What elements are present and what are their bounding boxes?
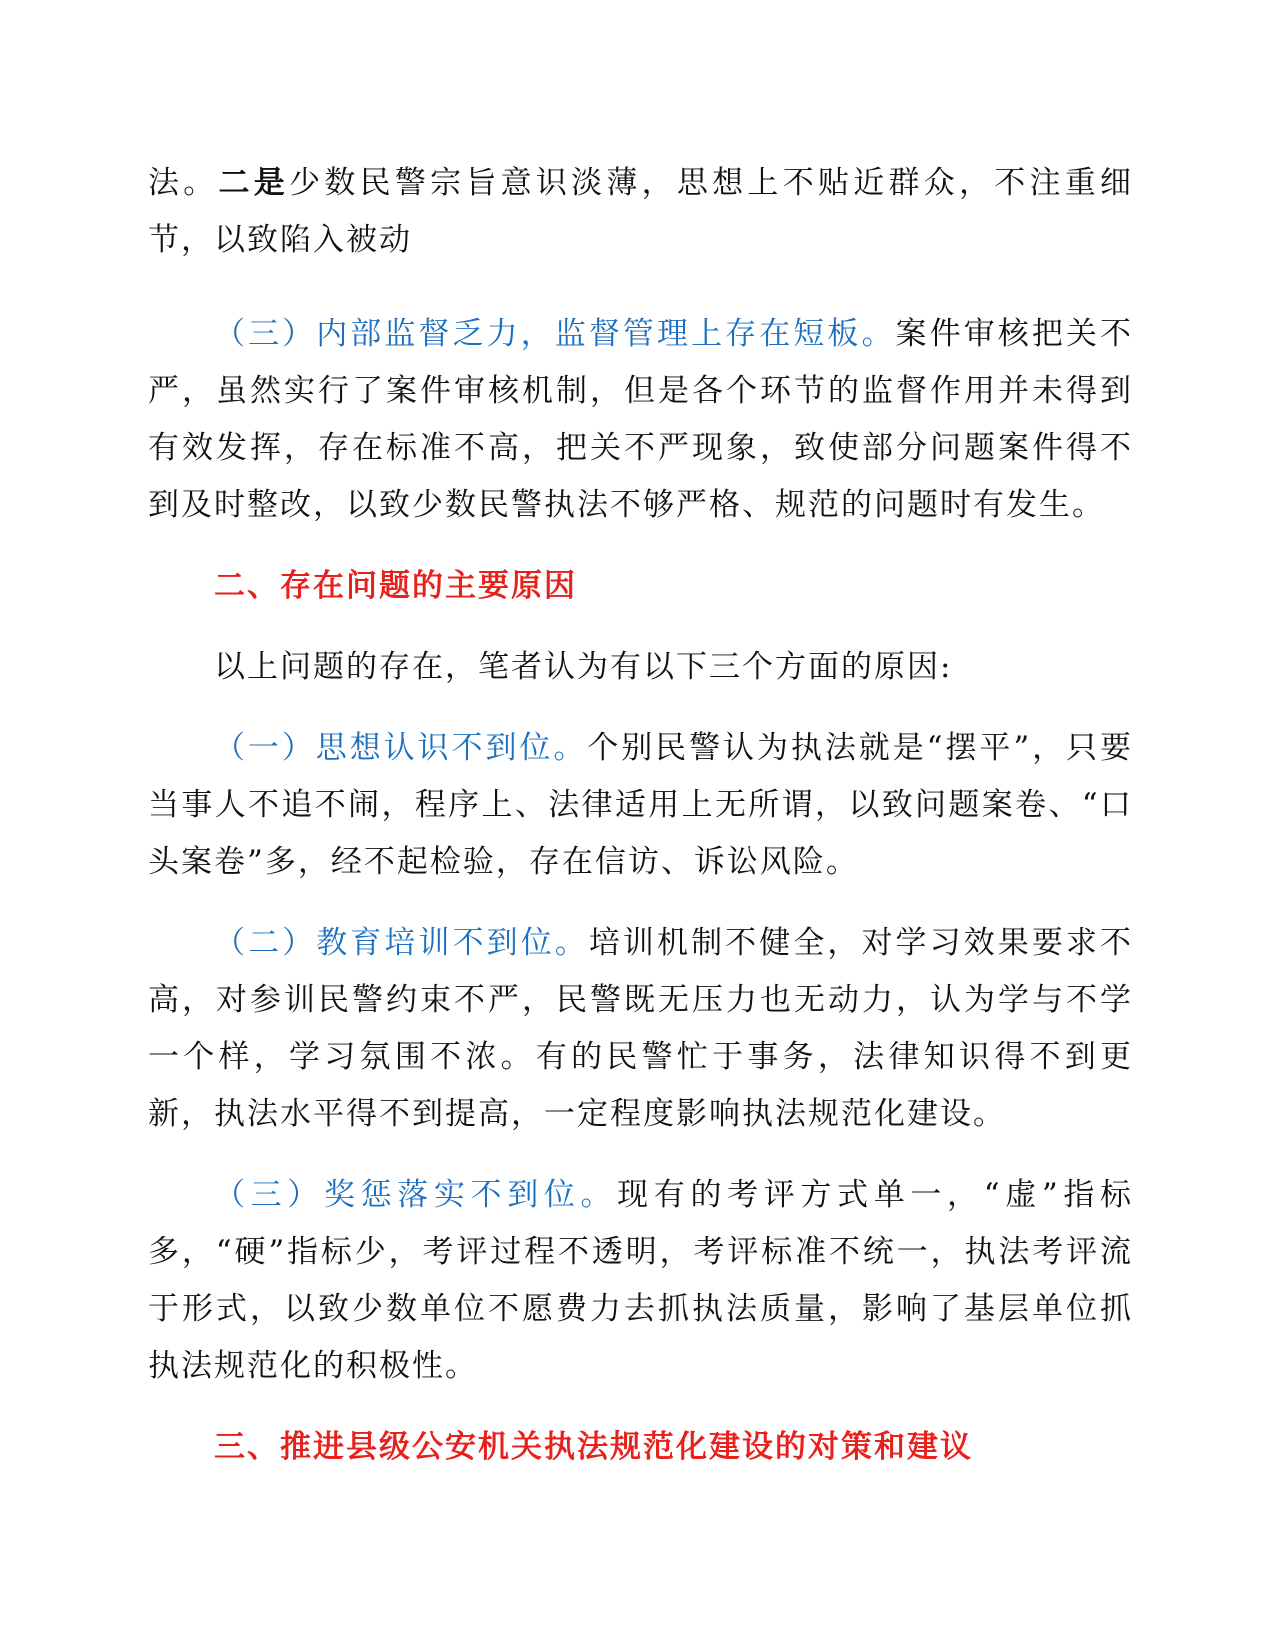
- paragraph-text: 法。: [148, 165, 219, 201]
- section-heading: 二、存在问题的主要原因: [214, 568, 577, 604]
- paragraph-text: 现有的考评方式单一，“虚”指标多，“硬”指标少，考评过程不透明，考评标准不统一，执法考评流于形式，以致少数单位不愿费力去抓执法质量，影响了基层单位抓执法规范化的积极性。: [148, 1177, 1133, 1384]
- section-heading: 三、推进县级公安机关执法规范化建设的对策和建议: [214, 1429, 973, 1465]
- document-page: [148, 155, 1133, 1476]
- paragraph-reason-1: [148, 720, 1133, 891]
- paragraph-supervision: [148, 306, 1133, 534]
- paragraph-reason-2: [148, 915, 1133, 1143]
- paragraph-text: 案件审核把关不严，虽然实行了案件审核机制，但是各个环节的监督作用并未得到有效发挥，存在标准不高，把关不严现象，致使部分问题案件得不到及时整改，以致少数民警执法不够严格、规范的问题时有发生。: [148, 316, 1134, 523]
- subheading: （三）奖惩落实不到位。: [214, 1177, 618, 1213]
- paragraph-text: 个别民警认为执法就是“摆平”，只要当事人不追不闹，程序上、法律适用上无所谓，以致问题案卷、“口头案卷”多，经不起检验，存在信访、诉讼风险。: [148, 730, 1133, 880]
- paragraph-text: 培训机制不健全，对学习效果要求不高，对参训民警约束不严，民警既无压力也无动力，认为学与不学一个样，学习氛围不浓。有的民警忙于事务，法律知识得不到更新，执法水平得不到提高，一定程度影响执法规范化建设。: [148, 925, 1134, 1132]
- paragraph-intro: 以上问题的存在，笔者认为有以下三个方面的原因:: [214, 649, 953, 685]
- bold-marker: 二是: [218, 165, 290, 201]
- subheading: （二）教育培训不到位。: [214, 925, 589, 961]
- subheading: （一）思想认识不到位。: [214, 730, 588, 766]
- paragraph-text: 少数民警宗旨意识淡薄，思想上不贴近群众，不注重细节，以致陷入被动: [148, 165, 1134, 258]
- subheading: （三）内部监督乏力，监督管理上存在短板。: [214, 316, 896, 352]
- paragraph-reason-3: [148, 1167, 1133, 1395]
- paragraph-continuation: [148, 155, 1133, 269]
